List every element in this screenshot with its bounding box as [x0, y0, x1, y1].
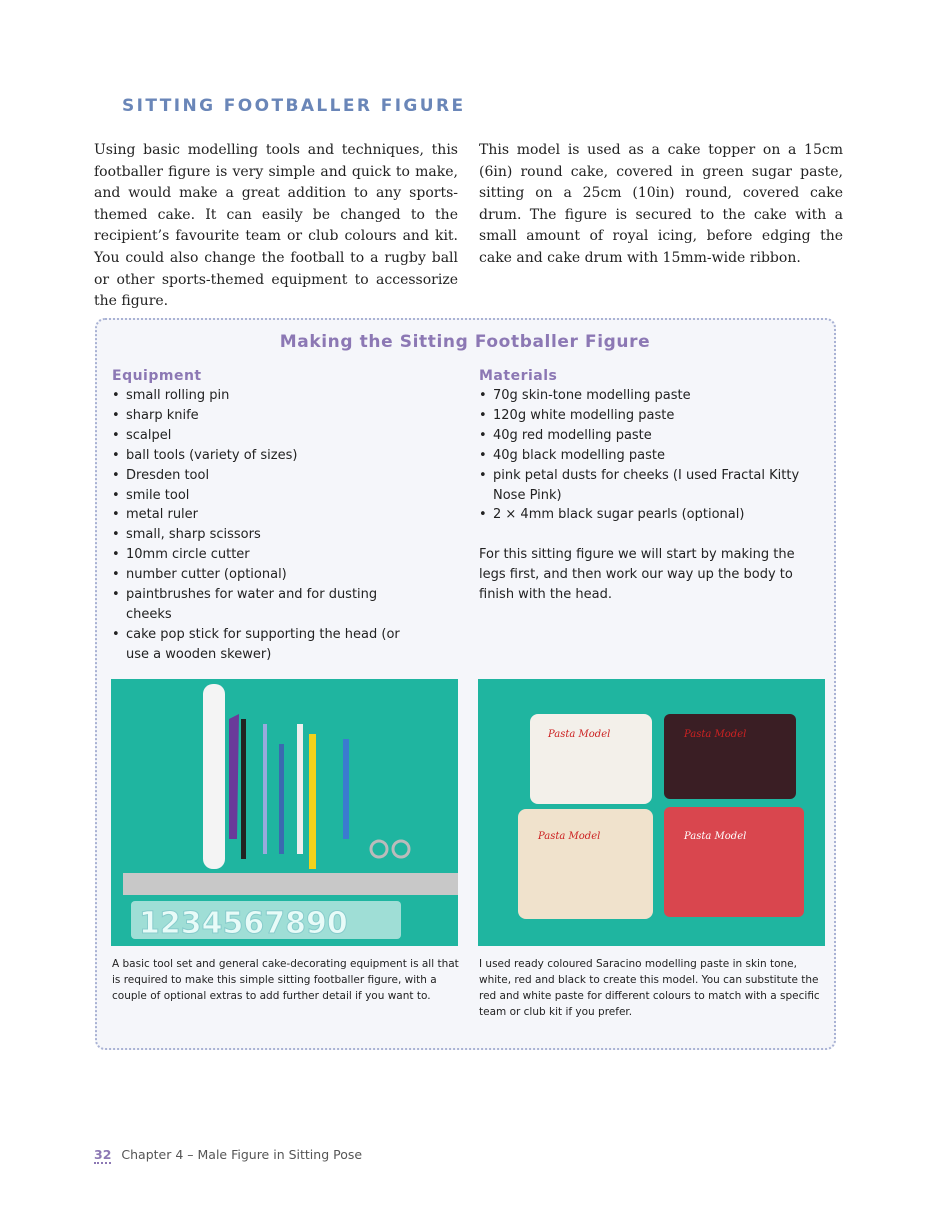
photo-tools: [111, 679, 458, 946]
box-title: Making the Sitting Footballer Figure: [279, 332, 651, 352]
page-number: 32: [94, 1147, 112, 1162]
materials-heading: Materials: [479, 368, 558, 384]
tools-illustration: [111, 679, 458, 946]
svg-text:Pasta Model: Pasta Model: [684, 831, 747, 842]
list-item: • smile tool: [112, 486, 422, 506]
list-item: • 40g black modelling paste: [479, 446, 814, 466]
list-item: • 70g skin-tone modelling paste: [479, 386, 814, 406]
list-item: • number cutter (optional): [112, 565, 422, 585]
list-item: • 2 × 4mm black sugar pearls (optional): [479, 505, 814, 525]
list-item: • small, sharp scissors: [112, 525, 422, 545]
page-title: SITTING FOOTBALLER FIGURE: [122, 96, 466, 116]
list-item: • 10mm circle cutter: [112, 545, 422, 565]
list-item: • small rolling pin: [112, 386, 422, 406]
photo-paste: [478, 679, 825, 946]
chapter-title: Chapter 4 – Male Figure in Sitting Pose: [121, 1147, 363, 1162]
list-item: • pink petal dusts for cheeks (I used Fractal Kitty Nose Pink): [479, 466, 814, 506]
list-item: • 40g red modelling paste: [479, 426, 814, 446]
footer: [94, 1147, 362, 1162]
list-item: • cake pop stick for supporting the head (or use a wooden skewer): [112, 625, 422, 665]
list-item: • Dresden tool: [112, 466, 422, 486]
materials-note: For this sitting figure we will start by making the legs first, and then work our way up the body to finish with the head.: [479, 547, 795, 603]
intro-left: Using basic modelling tools and techniques, this footballer figure is very simple and quick to make, and would make a great addition to any sports-themed cake. It can easily be changed to the recipient’s favourite team or club colours and kit. You could also change the football to a rugby ball or other sports-themed equipment to accessorize the figure.: [94, 142, 458, 310]
svg-text:Pasta Model: Pasta Model: [548, 729, 611, 740]
paste-illustration: [478, 679, 825, 946]
equipment-heading: Equipment: [112, 368, 202, 384]
svg-text:Pasta Model: Pasta Model: [684, 729, 747, 740]
list-item: • paintbrushes for water and for dusting cheeks: [112, 585, 422, 625]
caption-right: I used ready coloured Saracino modelling paste in skin tone, white, red and black to create this model. You can substitute the red and white paste for different colours to match with a specific team or club kit if you prefer.: [479, 958, 820, 1018]
list-item: • ball tools (variety of sizes): [112, 446, 422, 466]
list-item: • metal ruler: [112, 505, 422, 525]
svg-text:Pasta Model: Pasta Model: [538, 831, 601, 842]
number-cutter-text: 1234567890: [139, 906, 348, 941]
list-item: • 120g white modelling paste: [479, 406, 814, 426]
equipment-column: [112, 367, 422, 665]
list-item: • sharp knife: [112, 406, 422, 426]
list-item: • scalpel: [112, 426, 422, 446]
caption-left: A basic tool set and general cake-decorating equipment is all that is required to make this simple sitting footballer figure, with a couple of optional extras to add further detail if you want to.: [112, 958, 459, 1002]
materials-column: [479, 367, 814, 605]
intro-right: This model is used as a cake topper on a 15cm (6in) round cake, covered in green sugar paste, sitting on a 25cm (10in) round, covered cake drum. The figure is secured to the cake with a small amount of royal icing, before edging the cake and cake drum with 15mm-wide ribbon.: [479, 142, 843, 266]
